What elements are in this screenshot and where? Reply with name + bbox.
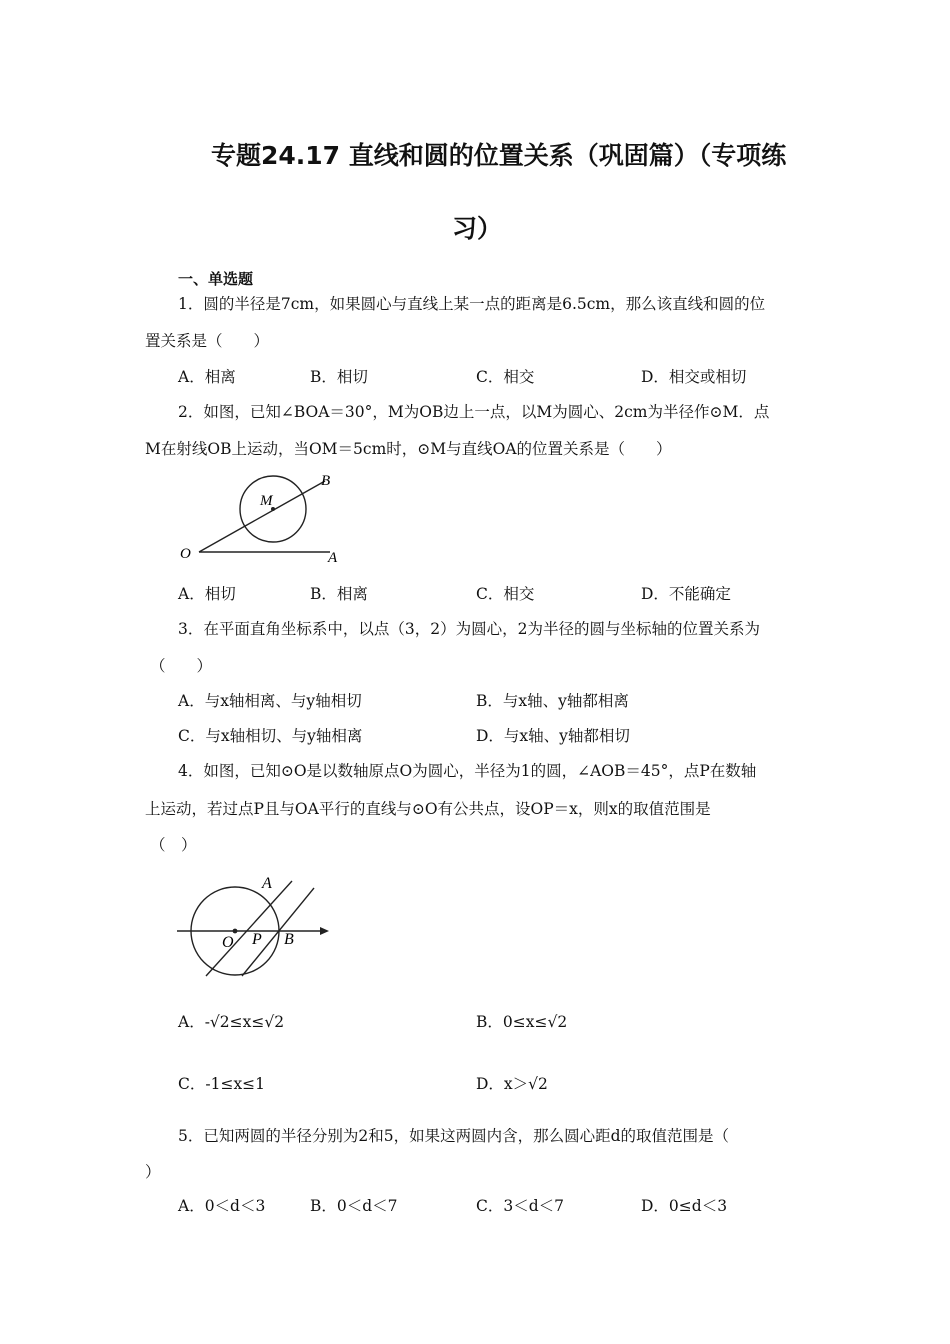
figure-angle-circle xyxy=(170,466,350,570)
label-o: O xyxy=(222,934,234,951)
label-a: A xyxy=(262,875,272,892)
section-heading: 一、单选题 xyxy=(178,270,254,288)
label-a: A xyxy=(328,550,338,566)
option-d[interactable]: D．x＞√2 xyxy=(476,1075,548,1093)
label-b: B xyxy=(321,473,331,489)
label-o: O xyxy=(180,546,191,562)
option-b[interactable]: B．相切 xyxy=(310,368,368,386)
question-stem-line1: 1．圆的半径是7cm，如果圆心与直线上某一点的距离是6.5cm，那么该直线和圆的位 xyxy=(178,295,766,313)
question-stem-line1: 3．在平面直角坐标系中，以点（3，2）为圆心，2为半径的圆与坐标轴的位置关系为 xyxy=(178,620,760,638)
option-a[interactable]: A．相切 xyxy=(178,585,236,603)
origin-point xyxy=(233,929,238,934)
page-title-line2: 习） xyxy=(452,214,503,243)
option-c[interactable]: C．-1≤x≤1 xyxy=(178,1075,266,1093)
option-d[interactable]: D．与x轴、y轴都相切 xyxy=(476,727,630,745)
question-stem-line1: 5．已知两圆的半径分别为2和5，如果这两圆内含，那么圆心距d的取值范围是（ xyxy=(178,1127,730,1145)
option-b[interactable]: B．相离 xyxy=(310,585,368,603)
option-d[interactable]: D．相交或相切 xyxy=(641,368,747,386)
ray-ob xyxy=(199,481,325,552)
question-stem-line2: 置关系是（ ） xyxy=(145,332,270,350)
figure-number-line-circle xyxy=(172,868,336,984)
option-b[interactable]: B．0≤x≤√2 xyxy=(476,1013,568,1031)
option-c[interactable]: C．与x轴相切、与y轴相离 xyxy=(178,727,363,745)
label-p: P xyxy=(252,931,262,948)
question-stem-line2: ） xyxy=(145,1163,161,1181)
option-d[interactable]: D．0≤d＜3 xyxy=(641,1197,728,1215)
option-a[interactable]: A．相离 xyxy=(178,368,236,386)
label-m: M xyxy=(260,493,273,509)
question-stem-line2: M在射线OB上运动，当OM＝5cm时，⊙M与直线OA的位置关系是（ ） xyxy=(145,440,672,458)
option-a[interactable]: A．0＜d＜3 xyxy=(178,1197,266,1215)
option-c[interactable]: C．相交 xyxy=(476,368,535,386)
question-stem-line2: （ ） xyxy=(150,657,213,675)
option-b[interactable]: B．与x轴、y轴都相离 xyxy=(476,692,629,710)
question-stem-line1: 4．如图，已知⊙O是以数轴原点O为圆心，半径为1的圆，∠AOB＝45°，点P在数轴 xyxy=(178,762,757,780)
question-stem-line2: 上运动，若过点P且与OA平行的直线与⊙O有公共点，设OP＝x，则x的取值范围是 xyxy=(145,800,711,818)
page-title-line1: 专题24.17 直线和圆的位置关系（巩固篇）（专项练 xyxy=(211,141,787,170)
option-c[interactable]: C．3＜d＜7 xyxy=(476,1197,565,1215)
question-stem-line3: （ ） xyxy=(150,836,197,854)
option-a[interactable]: A．-√2≤x≤√2 xyxy=(178,1013,285,1031)
option-b[interactable]: B．0＜d＜7 xyxy=(310,1197,398,1215)
axis-arrow xyxy=(320,927,329,935)
label-b: B xyxy=(284,931,294,948)
option-c[interactable]: C．相交 xyxy=(476,585,535,603)
option-a[interactable]: A．与x轴相离、与y轴相切 xyxy=(178,692,362,710)
question-stem-line1: 2．如图，已知∠BOA＝30°，M为OB边上一点，以M为圆心、2cm为半径作⊙M．点 xyxy=(178,403,770,421)
option-d[interactable]: D．不能确定 xyxy=(641,585,731,603)
